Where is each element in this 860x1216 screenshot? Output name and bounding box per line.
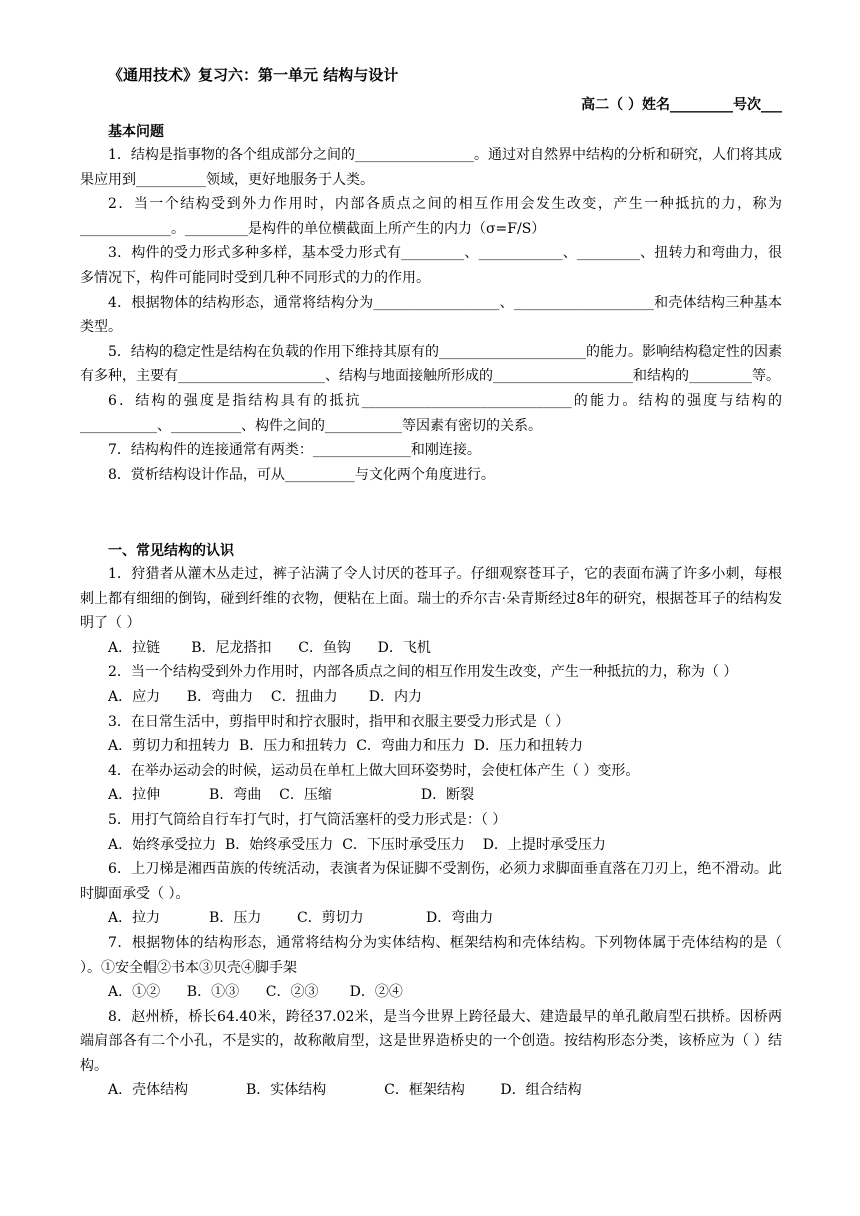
question-stem: 4．在举办运动会的时候，运动员在单杠上做大回环姿势时，会使杠体产生（ ）变形。 [108,762,640,779]
basic-item: 4．根据物体的结构形态，通常将结构分为__________________、____________________和壳体结构三种基本类型。 [80,294,782,336]
question-stem: 3．在日常生活中，剪指甲时和拧衣服时，指甲和衣服主要受力形式是（ ） [108,713,570,730]
section-heading-common-structures: 一、常见结构的认识 [108,543,234,559]
student-info-line: 高二（ ）姓名_________号次___ [581,97,782,113]
basic-questions [80,143,782,487]
question-stem: 7．根据物体的结构形态，通常将结构分为实体结构、框架结构和壳体结构。下列物体属于壳体结构的是（ ）。①安全帽②书本③贝壳④脚手架 [80,934,782,976]
basic-item: 1．结构是指事物的各个组成部分之间的_________________。通过对自然界中结构的分析和研究，人们将其成果应用到__________领域，更好地服务于人类。 [80,147,782,188]
question-stem: 5．用打气筒给自行车打气时，打气筒活塞杆的受力形式是：（ ） [108,811,507,828]
question-options: A．壳体结构 B．实体结构 C．框架结构 D．组合结构 [108,1082,582,1099]
basic-item: 6．结构的强度是指结构具有的抵抗______________________________的能力。结构的强度与结构的___________、__________、构件之间的___________等因素有密切的关系。 [80,392,782,434]
question-options: A．始终承受拉力 B．始终承受压力 C．下压时承受压力 D．上提时承受压力 [108,836,606,853]
question-options: A．拉伸 B．弯曲 C．压缩 D．断裂 [108,787,475,804]
basic-item: 8．赏析结构设计作品，可从__________与文化两个角度进行。 [108,466,495,483]
basic-item: 3．构件的受力形式多种多样，基本受力形式有_________、____________、_________、扭转力和弯曲力，很多情况下，构件可能同时受到几种不同形式的力的作用。 [80,245,782,286]
question-options: A．①② B．①③ C．②③ D．②④ [108,984,403,1001]
basic-item: 5．结构的稳定性是结构在负载的作用下维持其原有的_____________________的能力。影响结构稳定性的因素有多种，主要有_____________________、结构与地面接触所形成的____________________和结构的_________等。 [80,343,782,385]
document-title: 《通用技术》复习六：第一单元 结构与设计 [108,66,399,84]
section-heading-basic: 基本问题 [108,124,164,140]
question-stem: 2．当一个结构受到外力作用时，内部各质点之间的相互作用发生改变，产生一种抵抗的力，称为（ ） [108,664,738,681]
question-stem: 8．赵州桥，桥长64.40米，跨径37.02米，是当今世界上跨径最大、建造最早的单孔敞肩型石拱桥。因桥两端肩部各有二个小孔，不是实的，故称敞肩型，这是世界造桥史的一个创造。按结构形态分类，该桥应为（ ）结构。 [80,1008,782,1074]
question-stem: 6．上刀梯是湘西苗族的传统活动，表演者为保证脚不受割伤，必须力求脚面垂直落在刀刃上，绝不滑动。此时脚面承受（ ）。 [80,861,782,902]
question-stem: 1．狩猎者从灌木丛走过，裤子沾满了令人讨厌的苍耳子。仔细观察苍耳子，它的表面布满了许多小刺，每根刺上都有细细的倒钩，碰到纤维的衣物，便粘在上面。瑞士的乔尔吉·朵青斯经过8年的研究，根据苍耳子的结构发明了（ ） [80,566,782,632]
question-options: A．剪切力和扭转力 B．压力和扭转力 C．弯曲力和压力 D．压力和扭转力 [108,738,584,755]
question-options: A．拉链 B．尼龙搭扣 C．鱼钩 D．飞机 [108,639,431,656]
question-options: A．应力 B．弯曲力 C．扭曲力 D．内力 [108,688,422,705]
question-options: A．拉力 B．压力 C．剪切力 D．弯曲力 [108,910,494,927]
basic-item: 2．当一个结构受到外力作用时，内部各质点之间的相互作用会发生改变，产生一种抵抗的力，称为_____________。_________是构件的单位横截面上所产生的内力（σ=F/S） [80,196,782,237]
choice-questions [80,562,782,1103]
basic-item: 7．结构构件的连接通常有两类：______________和刚连接。 [108,442,481,459]
